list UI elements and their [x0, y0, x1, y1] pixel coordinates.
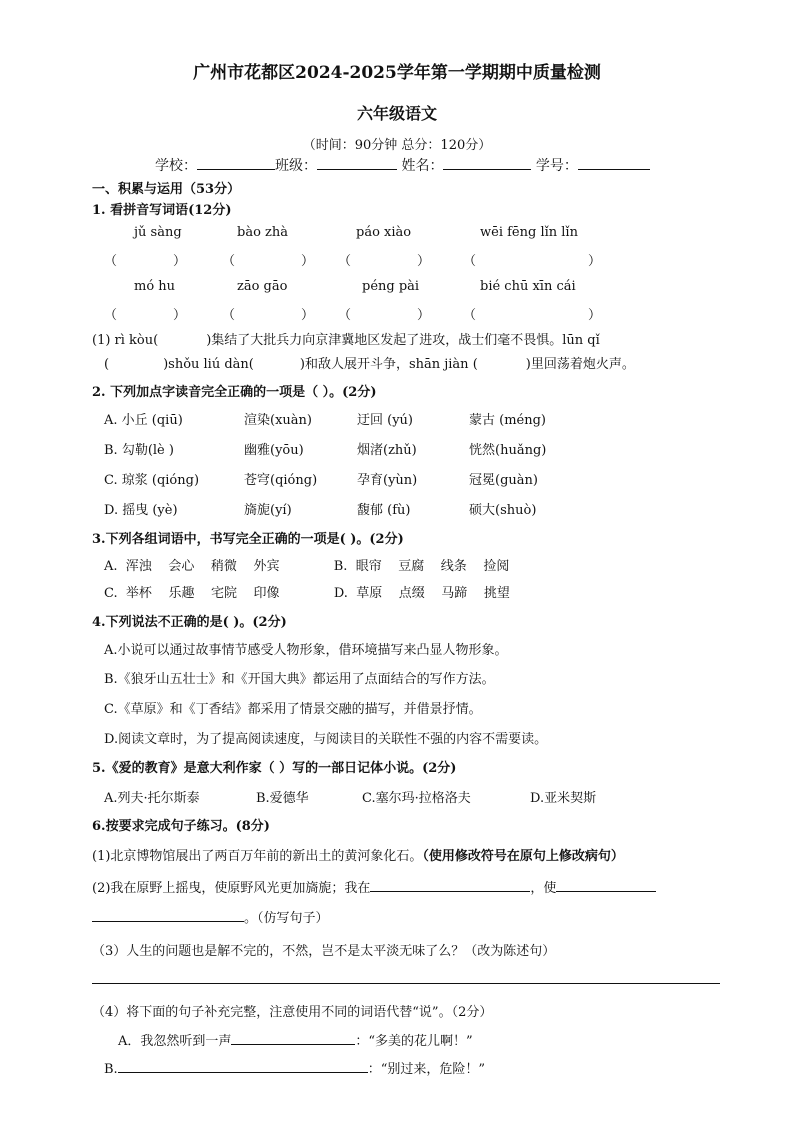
- pinyin-4: wēi fēng lǐn lǐn: [480, 225, 578, 240]
- q3-heading: 3.下列各组词语中，书写完全正确的一项是( )。(2分): [92, 532, 404, 547]
- q6-heading: 6.按要求完成句子练习。(8分): [92, 819, 270, 834]
- q3-option-a[interactable]: A. 浑浊 会心 稍微 外宾: [104, 559, 280, 574]
- number-label: 学号：: [535, 158, 578, 174]
- exam-subtitle: 六年级语文: [356, 104, 437, 123]
- school-blank[interactable]: [197, 157, 275, 170]
- pinyin-6: zāo gāo: [237, 279, 288, 294]
- class-blank[interactable]: [317, 157, 397, 170]
- q1-heading: 1. 看拼音写词语(12分): [92, 203, 232, 218]
- answer-box-5[interactable]: （ ）: [104, 308, 187, 323]
- q6-sentence-2: (2)我在原野上摇曳，使原野风光更加旖旎；我在 ，使: [92, 877, 656, 896]
- pinyin-5: mó hu: [134, 279, 176, 294]
- q6-blank-2a[interactable]: [370, 879, 530, 892]
- answer-box-8[interactable]: （ ）: [463, 308, 602, 323]
- q3-row-cd: [104, 582, 510, 601]
- q2-option-d-2: 旖旎(yí): [244, 503, 292, 518]
- answer-box-4[interactable]: （ ）: [463, 254, 602, 269]
- q2-option-d-3: 馥郁 (fù): [357, 503, 411, 518]
- pinyin-2: bào zhà: [237, 225, 289, 240]
- q2-option-d-4: 硕大(shuò): [469, 503, 537, 518]
- pinyin-8: bié chū xīn cái: [480, 279, 576, 294]
- q4-option-b[interactable]: B.《狼牙山五壮士》和《开国大典》都运用了点面结合的写作方法。: [104, 672, 495, 687]
- q2-option-b-1[interactable]: B. 勾勒(lè ): [104, 443, 174, 458]
- q6-answer-line-3[interactable]: [92, 983, 720, 984]
- q6-blank-2b[interactable]: [556, 879, 656, 892]
- q3-option-d[interactable]: D. 草原 点缀 马蹄 挑望: [333, 586, 510, 601]
- q5-heading: 5.《爱的教育》是意大利作家（ ）写的一部日记体小说。(2分): [92, 761, 457, 776]
- q2-option-b-2: 幽雅(yōu): [244, 443, 304, 458]
- answer-box-1[interactable]: （ ）: [104, 254, 187, 269]
- q6-sentence-4a: A．我忽然听到一声 ：“多美的花儿啊！”: [118, 1034, 473, 1049]
- pinyin-1: jǔ sàng: [134, 225, 182, 240]
- answer-box-2[interactable]: （ ）: [222, 254, 315, 269]
- q6-sentence-4b: B. ：“别过来，危险！”: [104, 1062, 485, 1077]
- answer-box-7[interactable]: （ ）: [338, 308, 431, 323]
- q6-sentence-3: （3）人生的问题也是解不完的，不然，岂不是太平淡无味了么？（改为陈述句）: [92, 944, 556, 959]
- q2-option-a-4: 蒙古 (méng): [469, 413, 546, 428]
- exam-title: 广州市花都区2024-2025学年第一学期期中质量检测: [193, 63, 601, 83]
- pinyin-7: péng pài: [362, 279, 420, 294]
- q6-sentence-1: (1)北京博物馆展出了两百万年前的新出土的黄河象化石。（使用修改符号在原句上修改病句）: [92, 849, 624, 864]
- q2-option-a-1[interactable]: A. 小丘 (qiū): [104, 413, 183, 428]
- q6-sentence-4: （4）将下面的句子补充完整，注意使用不同的词语代替“说”。（2分）: [92, 1005, 493, 1020]
- q2-option-a-2: 渲染(xuàn): [244, 413, 312, 428]
- q2-heading: 2. 下列加点字读音完全正确的一项是（ ）。(2分): [92, 385, 377, 400]
- q6-blank-4b[interactable]: [118, 1060, 368, 1073]
- q1-paragraph-line1: (1) rì kòu( )集结了大批兵力向京津冀地区发起了进攻，战士们毫不畏惧。lūn qǐ: [92, 333, 600, 348]
- time-info: （时间：90分钟 总分：120分）: [302, 138, 492, 153]
- student-info-row: [155, 155, 650, 175]
- q5-option-a[interactable]: A.列夫·托尔斯泰: [104, 791, 200, 806]
- class-label: 班级：: [275, 158, 317, 174]
- q2-option-c-4: 冠冕(guàn): [469, 473, 538, 488]
- q6-blank-4a[interactable]: [231, 1032, 355, 1045]
- q3-option-b[interactable]: B. 眼帘 豆腐 线条 捡阅: [333, 559, 510, 574]
- answer-box-3[interactable]: （ ）: [338, 254, 431, 269]
- q6-sentence-2-cont: 。（仿写句子）: [92, 907, 329, 926]
- number-blank[interactable]: [578, 157, 650, 170]
- answer-box-6[interactable]: （ ）: [222, 308, 315, 323]
- q2-option-c-3: 孕育(yùn): [357, 473, 418, 488]
- q2-option-d-1[interactable]: D. 摇曳 (yè): [104, 503, 178, 518]
- q3-option-c[interactable]: C. 举杯 乐趣 宅院 印像: [104, 586, 280, 601]
- q5-option-b[interactable]: B.爱德华: [256, 791, 309, 806]
- name-blank[interactable]: [443, 157, 531, 170]
- q4-option-c[interactable]: C.《草原》和《丁香结》都采用了情景交融的描写，并借景抒情。: [104, 702, 482, 717]
- q2-option-b-3: 烟渚(zhǔ): [357, 443, 417, 458]
- q2-option-c-2: 苍穹(qióng): [244, 473, 318, 488]
- q1-paragraph-line2: ( )shǒu liú dàn( )和敌人展开斗争，shān jiàn ( )里回荡着炮火声。: [104, 357, 635, 372]
- school-label: 学校：: [155, 158, 197, 174]
- q2-option-b-4: 恍然(huǎng): [469, 443, 547, 458]
- q2-option-c-1[interactable]: C. 琼浆 (qióng): [104, 473, 200, 488]
- q2-option-a-3: 迂回 (yú): [357, 413, 413, 428]
- q4-option-d[interactable]: D.阅读文章时，为了提高阅读速度，与阅读目的关联性不强的内容不需要读。: [104, 732, 548, 747]
- pinyin-3: páo xiào: [356, 225, 412, 240]
- q3-row-ab: [104, 555, 509, 574]
- q4-option-a[interactable]: A.小说可以通过故事情节感受人物形象，借环境描写来凸显人物形象。: [104, 643, 508, 658]
- q6-blank-2c[interactable]: [92, 909, 244, 922]
- section1-heading: 一、积累与运用（53分）: [92, 182, 241, 197]
- q5-option-c[interactable]: C.塞尔玛·拉格洛夫: [362, 791, 471, 806]
- name-label: 姓名：: [401, 158, 444, 174]
- q4-heading: 4.下列说法不正确的是( )。(2分): [92, 615, 287, 630]
- q5-option-d[interactable]: D.亚米契斯: [530, 791, 597, 806]
